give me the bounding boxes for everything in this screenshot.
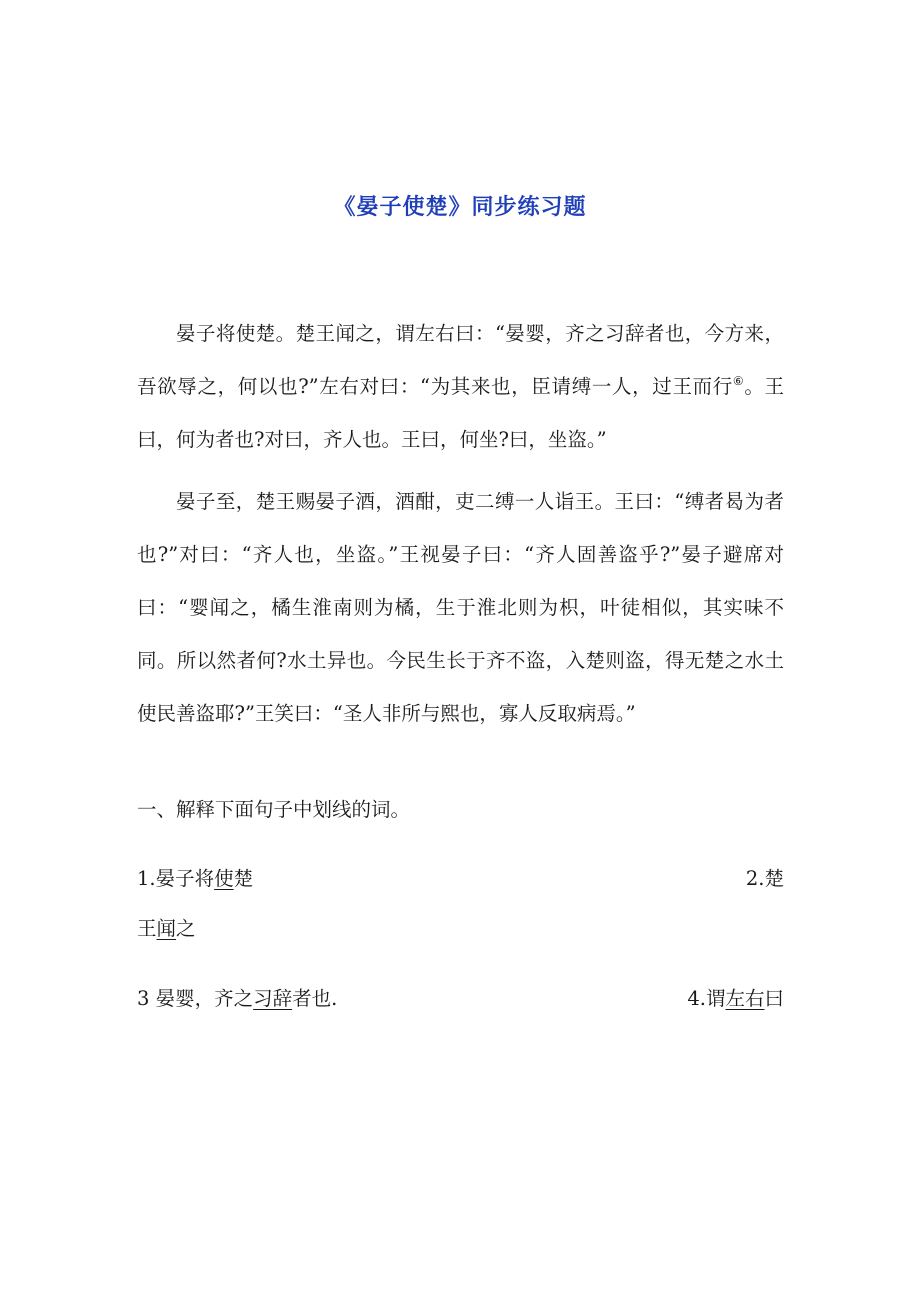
exercise-item-4 [687, 984, 784, 1014]
passage-text: 晏子将使楚。楚王闻之，谓左右曰：“晏婴，齐之习辞者也，今方来，吾欲辱之，何以也?”左右对曰：“为其来也，臣请缚一人，过王而行 [137, 322, 784, 398]
exercise-item-1 [137, 864, 253, 894]
item-text: 者也. [292, 987, 338, 1010]
underlined-word: 左右 [725, 987, 765, 1010]
item-text: 王 [137, 917, 157, 940]
item-text: 楚 [233, 867, 254, 890]
underlined-word: 使 [214, 867, 234, 890]
exercise-row-continuation [137, 914, 784, 944]
item-text: 4.谓 [687, 987, 726, 1010]
exercise-item-2: 2.楚 [745, 867, 784, 890]
section-heading: 一、解释下面句子中划线的词。 [137, 798, 411, 821]
passage-text: 。王曰，何为者也?对曰，齐人也。王曰，何坐?曰，坐盗。” [137, 375, 784, 451]
page-title: 《晏子使楚》同步练习题 [333, 194, 587, 220]
item-text: 曰 [764, 987, 784, 1010]
underlined-word: 闻 [156, 917, 177, 940]
item-text: 之 [176, 917, 196, 940]
passage-paragraph-1 [137, 307, 784, 466]
item-text: 1.晏子将 [137, 867, 215, 890]
footnote-marker: ⑥ [732, 374, 745, 388]
underlined-word: 习辞 [253, 987, 293, 1010]
passage-paragraph-2: 晏子至，楚王赐晏子酒，酒酣，吏二缚一人诣王。王曰：“缚者曷为者也?”对曰：“齐人也，坐盗。”王视晏子曰：“齐人固善盗乎?”晏子避席对曰：“婴闻之，橘生淮南则为橘，生于淮北则为枳，叶徒相似，其实味不同。所以然者何?水土异也。今民生长于齐不盗，入楚则盗，得无楚之水土使民善盗耶?”王笑曰：“圣人非所与熙也，寡人反取病焉。” [137, 490, 784, 725]
exercise-item-3 [137, 984, 337, 1014]
item-text: 3 晏婴，齐之 [137, 987, 254, 1010]
